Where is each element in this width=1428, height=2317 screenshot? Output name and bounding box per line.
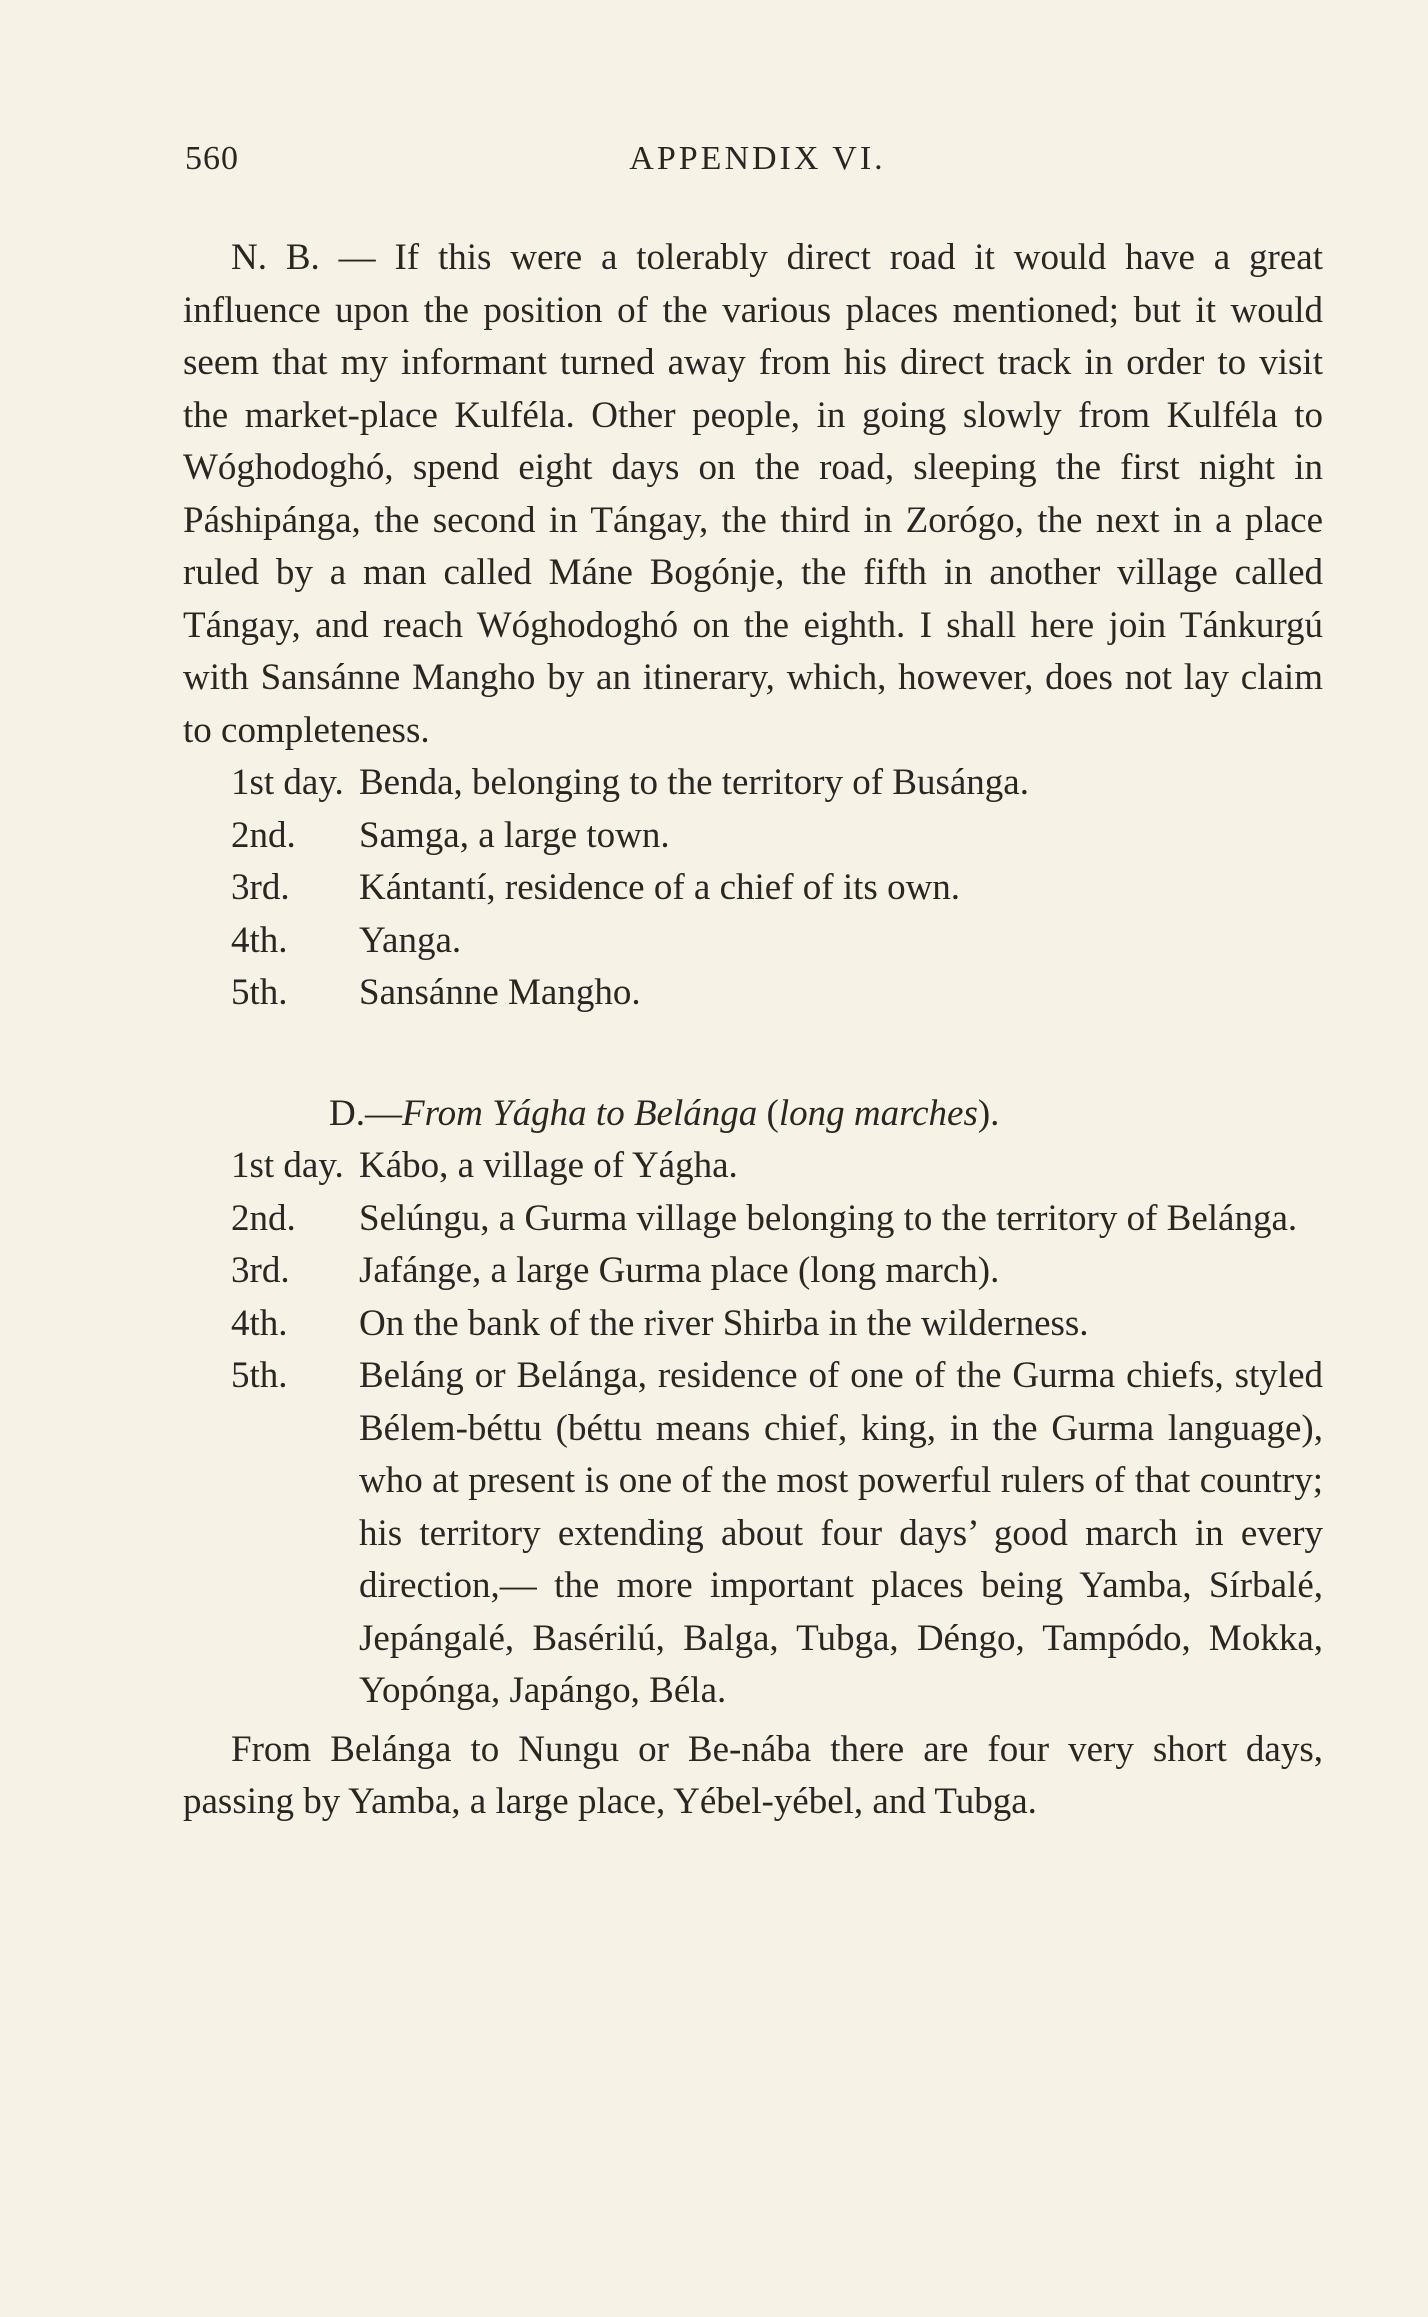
day-label: 1st day. bbox=[231, 762, 344, 803]
day-text: On the bank of the river Shirba in the wilderness. bbox=[359, 1302, 1089, 1344]
itinerary-list-c bbox=[183, 757, 1323, 1020]
day-text: Beláng or Belánga, residence of one of the Gurma chiefs, styled Bélem-béttu (béttu means chief, king, in the Gurma language), who at present is one of the most powerful rulers of that country; his territory extending about four days’ good march in every direction,— the more important places being Yamba, Sírbalé, Jepángalé, Basérilú, Balga, Tubga, Déngo, Tampódo, Mokka, Yopónga, Japángo, Béla. bbox=[359, 1355, 1323, 1711]
day-label: 3rd. bbox=[231, 867, 290, 908]
section-title: From Yágha to Belánga bbox=[401, 1092, 758, 1134]
day-text: Kábo, a village of Yágha. bbox=[359, 1145, 738, 1186]
itinerary-item bbox=[183, 1140, 1323, 1193]
itinerary-item bbox=[183, 1245, 1323, 1298]
day-label: 5th. bbox=[231, 1355, 288, 1396]
day-text: Samga, a large town. bbox=[359, 814, 670, 856]
itinerary-item bbox=[183, 915, 1323, 968]
itinerary-item bbox=[183, 862, 1323, 915]
day-label: 2nd. bbox=[231, 1197, 296, 1239]
page-number: 560 bbox=[185, 140, 239, 177]
itinerary-item bbox=[183, 1350, 1323, 1718]
itinerary-item bbox=[183, 967, 1323, 1020]
day-label: 5th. bbox=[231, 972, 288, 1013]
section-heading-d bbox=[183, 1088, 1323, 1141]
day-text: Benda, belonging to the territory of Busánga. bbox=[359, 762, 1029, 803]
nb-paragraph: N. B. — If this were a tolerably direct road it would have a great influence upon the position of the various places mentioned; but it would seem that my informant turned away from his direct track in order to visit the market-place Kulféla. Other people, in going slowly from Kulféla to Wóghodoghó, spend eight days on the road, sleeping the first night in Páshipánga, the second in Tángay, the third in Zorógo, the next in a place ruled by a man called Máne Bogónje, the fifth in another village called Tángay, and reach Wóghodoghó on the eighth. I shall here join Tánkurgú with Sansánne Mangho by an itinerary, which, however, does not lay claim to completeness. bbox=[183, 237, 1323, 751]
final-paragraph: From Belánga to Nungu or Be-nába there are four very short days, passing by Yamba, a large place, Yébel-yébel, and Tubga. bbox=[183, 1728, 1323, 1822]
itinerary-item bbox=[183, 810, 1323, 863]
day-label: 2nd. bbox=[231, 814, 296, 856]
day-text: Yanga. bbox=[359, 919, 462, 961]
day-label: 4th. bbox=[231, 1302, 288, 1344]
body-text bbox=[183, 232, 1323, 1829]
section-subtitle: long marches bbox=[778, 1092, 978, 1134]
itinerary-item bbox=[183, 757, 1323, 810]
section-letter: D.— bbox=[329, 1092, 402, 1134]
itinerary-item bbox=[183, 1193, 1323, 1246]
day-text: Jafánge, a large Gurma place (long march). bbox=[359, 1250, 1000, 1291]
day-label: 4th. bbox=[231, 919, 288, 961]
page-header bbox=[185, 140, 1330, 188]
itinerary-item bbox=[183, 1298, 1323, 1351]
itinerary-list-d bbox=[183, 1140, 1323, 1718]
section-paren-open: ( bbox=[757, 1092, 779, 1134]
day-text: Sansánne Mangho. bbox=[359, 972, 641, 1013]
day-label: 1st day. bbox=[231, 1145, 344, 1186]
day-label: 3rd. bbox=[231, 1250, 290, 1291]
section-paren-close: ). bbox=[977, 1092, 1000, 1134]
day-text: Kántantí, residence of a chief of its own. bbox=[359, 867, 961, 908]
day-text: Selúngu, a Gurma village belonging to the territory of Belánga. bbox=[359, 1197, 1298, 1239]
running-head: APPENDIX VI. bbox=[629, 140, 886, 177]
